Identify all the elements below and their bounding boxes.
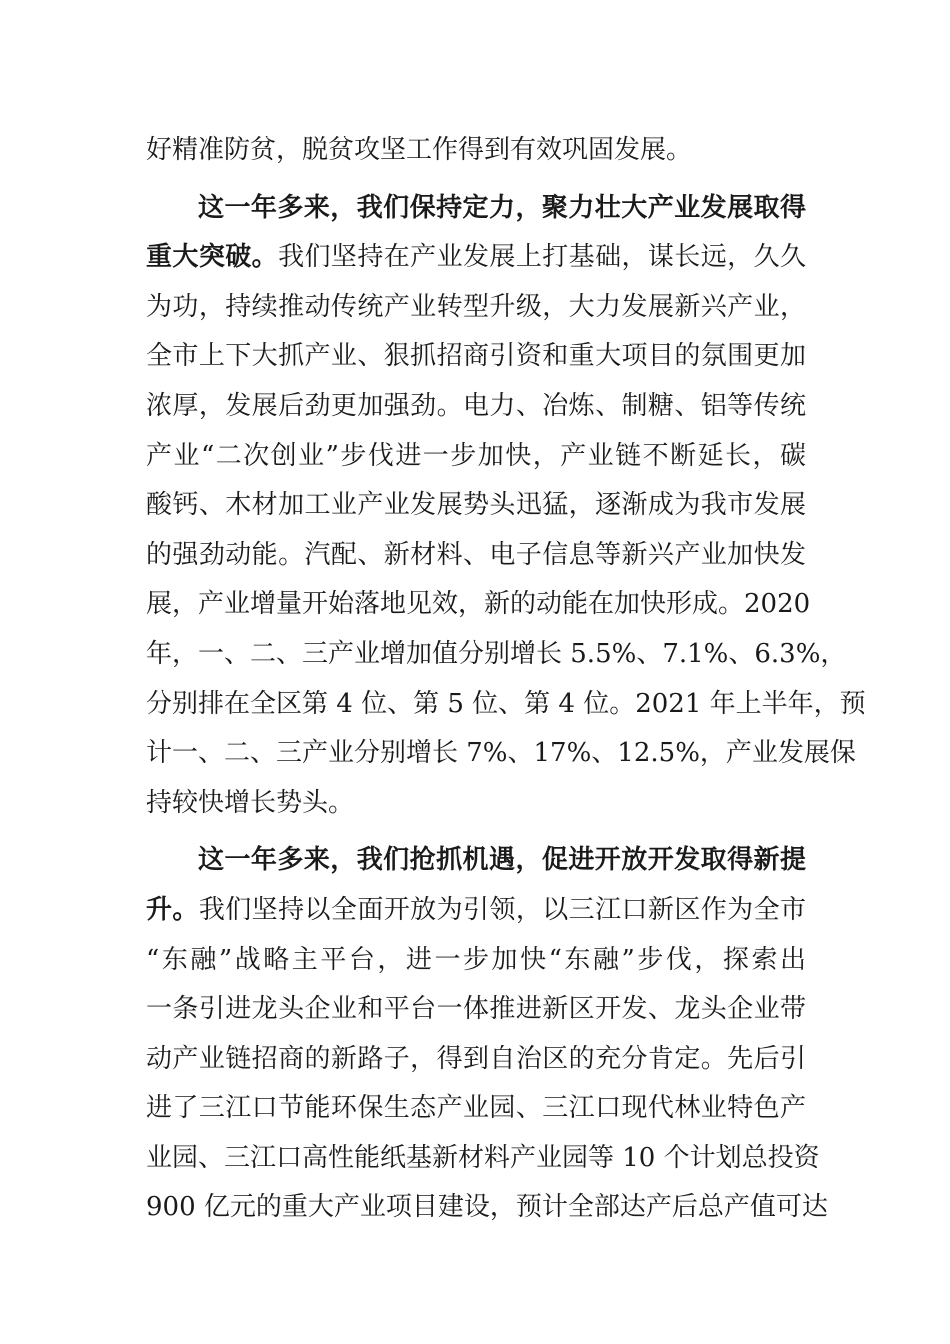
- line-text: 900 亿元的重大产业项目建设，预计全部达产后总产值可达: [146, 1192, 828, 1223]
- line-text: 全市上下大抓产业、狠抓招商引资和重大项目的氛围更加: [146, 341, 806, 372]
- text-line: [146, 1183, 828, 1233]
- text-line: [146, 886, 806, 936]
- line-text: 的强劲动能。汽配、新材料、电子信息等新兴产业加快发: [146, 539, 806, 570]
- line-text: 好精准防贫，脱贫攻坚工作得到有效巩固发展。: [146, 135, 693, 165]
- text-line: [146, 729, 856, 779]
- line-text: 浓厚，发展后劲更加强劲。电力、冶炼、制糖、铝等传统: [146, 390, 806, 421]
- text-line: [146, 481, 806, 531]
- line-text: 计一、二、三产业分别增长 7%、17%、12.5%，产业发展保: [146, 738, 856, 769]
- text-line: [146, 936, 806, 986]
- line-text: 为功，持续推动传统产业转型升级，大力发展新兴产业，: [146, 291, 806, 322]
- text-line: [146, 630, 847, 680]
- text-line: [146, 531, 806, 581]
- bold-heading-text: 重大突破。: [146, 242, 279, 273]
- bold-heading-text: 这一年多来，我们保持定力，聚力壮大产业发展取得: [198, 192, 806, 223]
- text-line: [146, 836, 806, 886]
- line-text: 年，一、二、三产业增加值分别增长 5.5%、7.1%、6.3%，: [146, 638, 847, 669]
- text-line: [146, 432, 806, 482]
- text-line: [146, 580, 811, 630]
- line-text: “东融”战略主平台，进一步加快“东融”步伐，探索出: [146, 944, 806, 975]
- line-text: 业园、三江口高性能纸基新材料产业园等 10 个计划总投资: [146, 1142, 820, 1173]
- text-line: [146, 1134, 820, 1184]
- line-text: 持较快增长势头。: [146, 787, 355, 818]
- bold-heading-text: 这一年多来，我们抢抓机遇，促进开放开发取得新提: [198, 845, 806, 876]
- document-page: [146, 126, 866, 1233]
- text-line: [146, 985, 806, 1035]
- line-text: 分别排在全区第 4 位、第 5 位、第 4 位。2021 年上半年，预: [146, 688, 866, 719]
- text-line: [146, 126, 806, 176]
- line-text: 我们坚持在产业发展上打基础，谋长远，久久: [278, 242, 806, 273]
- bold-heading-text: 升。: [146, 894, 199, 925]
- line-text: 我们坚持以全面开放为引领，以三江口新区作为全市: [198, 894, 806, 925]
- line-text: 展，产业增量开始落地见效，新的动能在加快形成。2020: [146, 589, 811, 620]
- paragraph-gap: [146, 176, 806, 184]
- text-line: [146, 233, 806, 283]
- text-line: [146, 680, 866, 730]
- text-line: [146, 779, 806, 829]
- paragraph-gap: [146, 828, 806, 836]
- line-text: 进了三江口节能环保生态产业园、三江口现代林业特色产: [146, 1093, 806, 1124]
- text-line: [146, 332, 806, 382]
- line-text: 动产业链招商的新路子，得到自治区的充分肯定。先后引: [146, 1043, 806, 1074]
- text-line: [146, 283, 806, 333]
- text-line: [146, 382, 806, 432]
- text-line: [146, 184, 806, 234]
- line-text: 一条引进龙头企业和平台一体推进新区开发、龙头企业带: [146, 994, 806, 1025]
- text-line: [146, 1084, 806, 1134]
- line-text: 产业“二次创业”步伐进一步加快，产业链不断延长，碳: [146, 440, 806, 471]
- line-text: 酸钙、木材加工业产业发展势头迅猛，逐渐成为我市发展: [146, 490, 806, 521]
- text-line: [146, 1035, 806, 1085]
